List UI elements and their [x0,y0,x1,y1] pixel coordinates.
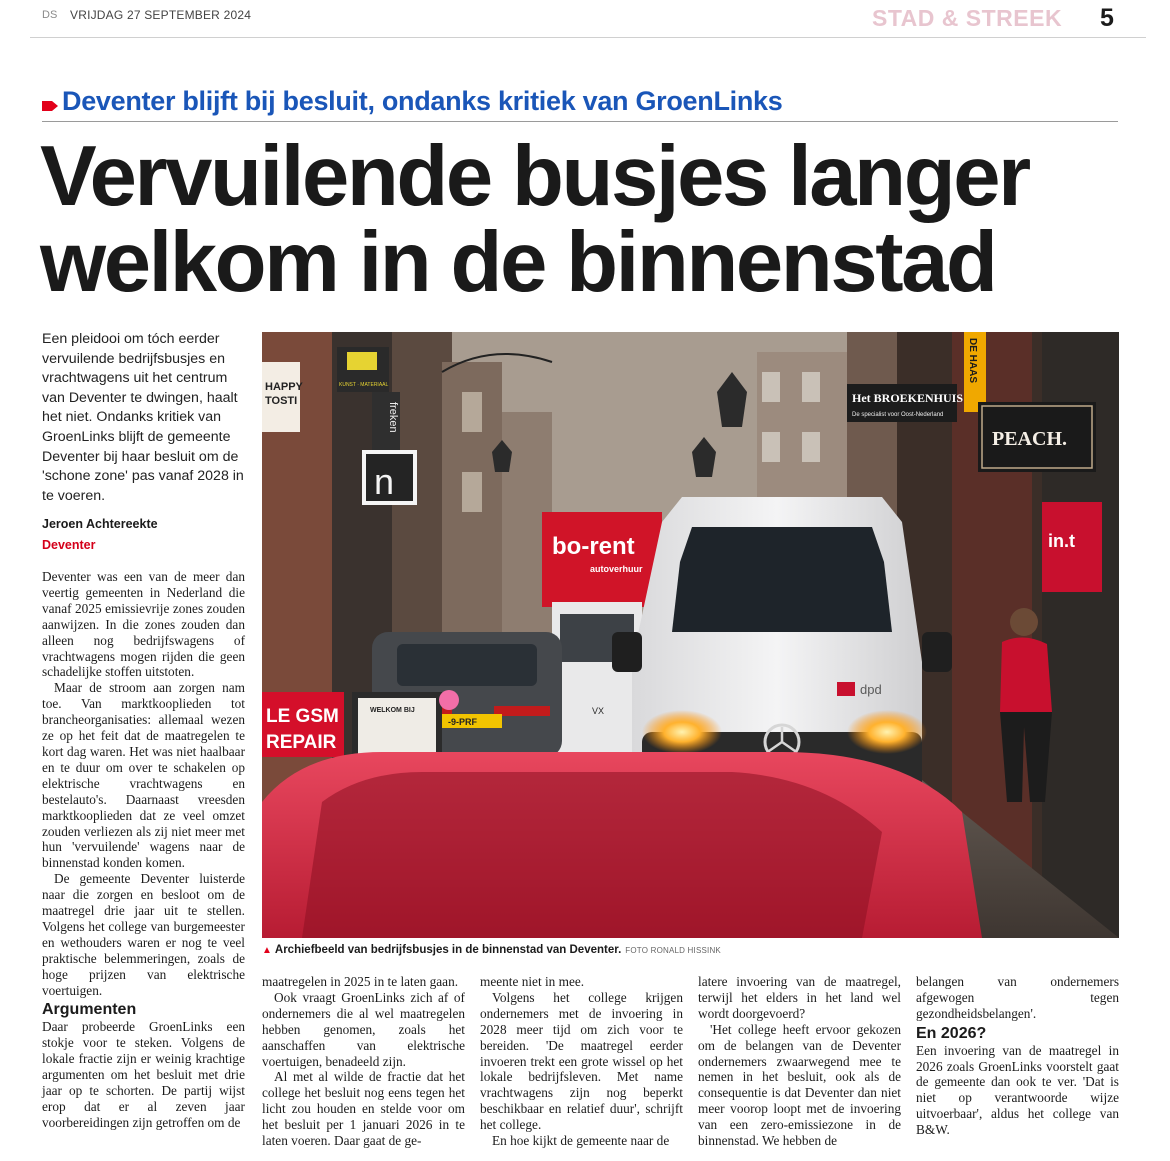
header-divider [30,37,1146,38]
headline-line-2: welkom in de binnenstad [40,215,996,310]
sign-n-logo: n [374,461,395,502]
sign-freken: freken [387,402,399,433]
paragraph: Daar probeerde GroenLinks een stokje voor te steken. Volgens de lokale fractie zijn er weinig krachtige argumenten om het besluit met drie jaar op te schorten. De partij wijst erop dat er al zeven jaar voorbereidingen zijn getroffen om de [42,1019,245,1130]
subheading-argumenten: Argumenten [42,1001,137,1019]
paragraph: Een invoering van de maatregel in 2026 zoals GroenLinks voorstelt gaat de gemeente dan ook te ver. 'Dat is niet op verantwoorde wijze uitvoerbaar', aldus het college van B&W. [916,1042,1119,1138]
paragraph: Volgens het college krijgen ondernemers met de invoering in 2028 meer tijd om zich voor te bereiden. 'De maatregel eerder invoeren trekt een grote wissel op het lokale bedrijfsleven. Met name vrachtwagens zijn nog beperkt beschikbaar en relatief duur', schrijft het college. [480,989,683,1133]
caption-triangle-icon: ▲ [262,945,272,956]
kicker-divider [42,121,1118,122]
kicker-marker-icon [42,101,52,111]
paragraph: 'Het college heeft ervoor gekozen om de belangen van de Deventer ondernemers zwaarwegend mee te nemen in het besluit, ook als de consequentie is dat Deventer dan niet meer voorop loopt met de invoering van een zero-emissiezone in de binnenstad. We hebben de [698,1021,901,1149]
kicker-arrow-icon [52,101,58,111]
dateline: Deventer [42,538,96,552]
sign-int: in.t [1048,531,1075,551]
subheading-en-2026: En 2026? [916,1024,987,1042]
paragraph: Ook vraagt GroenLinks zich af of ondernemers die al wel maatregelen hebben genomen, zoals het aanschaffen van elektrische voertuigen, benadeeld zijn. [262,989,465,1069]
body-column-4 [698,974,901,1149]
paragraph: belangen van ondernemers afgewogen tegen gezondheidsbelangen'. [916,974,1119,1021]
article-kicker: Deventer blijft bij besluit, ondanks kritiek van GroenLinks [62,86,783,116]
sign-gsm: LE GSM [266,706,339,727]
sign-welkom: WELKOM BIJ [370,707,415,714]
body-column-2 [262,974,465,1149]
street-scene-illustration [262,332,1119,938]
page-number: 5 [1100,4,1114,32]
author-byline: Jeroen Achtereekte [42,517,158,531]
newspaper-logo: DS [42,9,58,21]
sign-happy: HAPPY [265,381,303,393]
headline-line-1: Vervuilende busjes langer [40,129,1029,224]
article-headline [40,129,1140,310]
sign-peach: PEACH. [992,428,1067,450]
caption-text: Archiefbeeld van bedrijfsbusjes in de binnenstad van Deventer. [274,944,622,956]
paragraph: Al met al wilde de fractie dat het college het besluit nog eens tegen het licht zou houden en stelde voor om het besluit per 1 januari 2026 in te laten voeren. Daar gaat de ge- [262,1069,465,1149]
body-column-3 [480,974,683,1149]
paragraph: Deventer was een van de meer dan veertig gemeenten in Nederland die vanaf 2025 emissievrije zones zouden aanwijzen. In die zones zouden dan alleen nog bedrijfswagens of vrachtwagens mogen rijden die geen schadelijke stoffen uitstoten. [42,569,245,680]
paragraph: meente niet in mee. [480,974,585,989]
sign-broekenhuis: Het BROEKENHUIS [852,391,964,405]
paragraph: En hoe kijkt de gemeente naar de [492,1133,670,1149]
issue-date: VRIJDAG 27 SEPTEMBER 2024 [70,8,252,22]
sign-de-haas: DE HAAS [967,338,978,384]
paragraph: maatregelen in 2025 in te laten gaan. [262,974,459,989]
truck-plate: VX [592,706,605,716]
paragraph: De gemeente Deventer luisterde naar die zorgen en besloot om de maatregel drie jaar uit te stellen. Volgens het college van burgemeester en wethouders waren er nog te veel praktische belemmeringen, zoals de hoge prijzen van elektrische voertuigen. [42,871,245,998]
body-column-5 [916,974,1119,1138]
truck-autoverhuur-label: autoverhuur [590,564,643,574]
photo-credit: FOTO RONALD HISSINK [625,946,721,955]
section-title: STAD & STREEK [872,5,1063,31]
sign-kunst: KUNST · MATERIAAL [339,382,389,388]
sign-tosti: TOSTI [265,395,298,407]
paragraph: latere invoering van de maatregel, terwijl het elders in het land wel wordt doorgevoerd? [698,974,901,1021]
paragraph: Maar de stroom aan zorgen nam toe. Van marktkooplieden tot brancheorganisaties: allemaal wezen ze op het feit dat de maatregelen te kort dag waren. Het was niet haalbaar en te duur om over te schakelen op elektrische vrachtwagens en bestelauto's. Daarnaast vreesden marktkooplieden dat ze veel omzet zouden verliezen als zij niet meer met hun 'vervuilende' wagens naar de binnenstad konden komen. [42,680,245,871]
article-intro: Een pleidooi om tóch eerder vervuilende bedrijfsbusjes en vrachtwagens uit het centrum van Deventer te dwingen, haalt het niet. Ondanks kritiek van GroenLinks blijft de gemeente Deventer bij haar besluit om de 'schone zone' pas vanaf 2028 in te voeren. [42,331,244,504]
van-dpd-logo: dpd [860,682,882,697]
photo-caption [262,944,721,956]
article-photo [262,332,1119,938]
sign-repair: REPAIR [266,732,337,753]
body-column-1 [42,569,245,1131]
truck-borent-label: bo-rent [552,533,635,560]
car-plate: -9-PRF [448,717,477,727]
sign-broekenhuis-sub: De specialist voor Oost-Nederland [852,412,944,418]
